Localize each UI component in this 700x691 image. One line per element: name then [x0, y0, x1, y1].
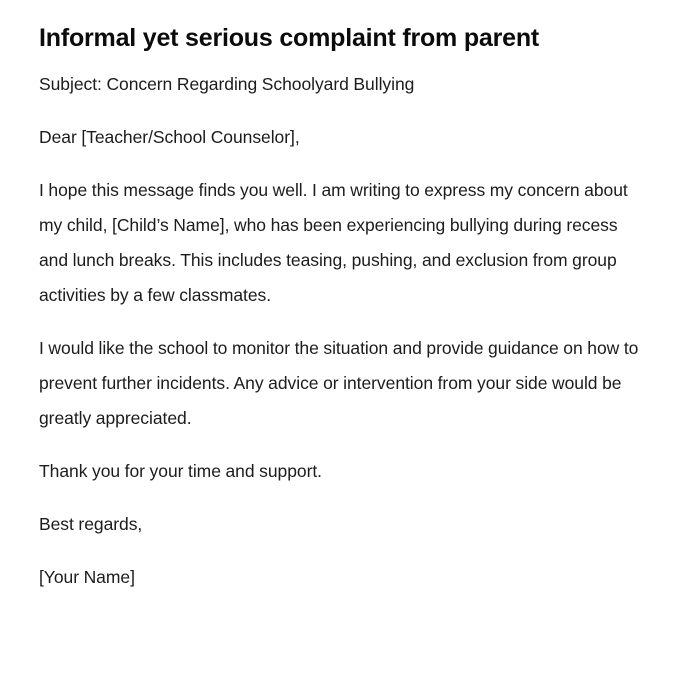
- signature-placeholder: [Your Name]: [39, 567, 135, 587]
- body-paragraph-2: I would like the school to monitor the situation and provide guidance on how to prevent further incidents. Any advice or intervention from your side would be greatly appreciated.: [39, 338, 639, 428]
- subject-line: Subject: Concern Regarding Schoolyard Bullying: [39, 74, 415, 94]
- body-paragraph-1: I hope this message finds you well. I am writing to express my concern about my child, [Child’s Name], who has been experiencing bullying during recess and lunch breaks. This includes teasing, pushing, and exclusion from group activities by a few classmates.: [39, 180, 628, 305]
- sign-off: Best regards,: [39, 514, 143, 534]
- page-title: Informal yet serious complaint from parent: [39, 24, 540, 52]
- letter-body: [39, 67, 660, 595]
- closing-thanks: Thank you for your time and support.: [39, 461, 322, 481]
- salutation: Dear [Teacher/School Counselor],: [39, 127, 300, 147]
